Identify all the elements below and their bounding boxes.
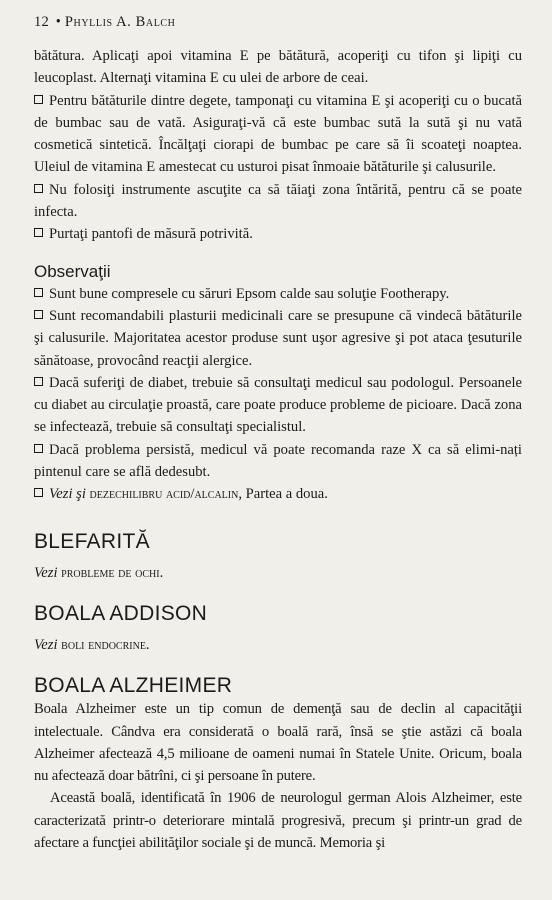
checkbox-bullet-icon [34, 288, 43, 297]
body-text [34, 45, 522, 854]
page-number: 12 [34, 14, 49, 30]
checkbox-bullet-icon [34, 310, 43, 319]
list-item: Nu folosiţi instrumente ascuţite ca să tăiaţi zona întărită, pentru că se poate infecta. [34, 181, 522, 221]
checkbox-bullet-icon [34, 184, 43, 193]
list-item: Dacă suferiţi de diabet, trebuie să consultaţi medicul sau podologul. Persoanele cu diabet au circulaţie proastă, care poate produce probleme de picioare. Dacă zona se infectează, trebuie să consultaţi specialistul. [34, 374, 522, 436]
header-bullet: • [55, 14, 62, 30]
list-item: Sunt bune compresele cu săruri Epsom calde sau soluţie Footherapy. [34, 283, 522, 305]
paragraph-continuation: bătătura. Aplicaţi apoi vitamina E pe bătătură, acoperiţi cu tifon şi lipiţi cu leucoplast. Alternaţi vitamina E cu ulei de arbore de ceai. [34, 48, 522, 87]
checkbox-bullet-icon [34, 228, 43, 237]
cross-reference: dezechilibru acid/alcalin [89, 486, 239, 503]
list-item: Pentru bătăturile dintre degete, tamponaţi cu vitamina E şi acoperiţi cu o bucată de bumbac sau de vată. Asiguraţi-vă că este bumbac sută la sută şi nu vată cosmetică sintetică. Încălţaţi ciorapi de bumbac pe care să îi scoateţi noaptea. Uleiul de vitamina E amestecat cu usturoi pisat înmoaie bătăturile şi calusurile. [34, 92, 522, 176]
paragraph: Această boală, identificată în 1906 de neurologul german Alois Alzheimer, este caracterizată printr-o deteriorare mintală progresivă, precum şi printr-un grad de afectare a funcţiei abilităţilor sociale şi de muncă. Memoria şi [34, 790, 522, 852]
entry-heading-alzheimer: BOALA ALZHEIMER [34, 674, 233, 698]
list-item: Purtaţi pantofi de măsură potrivită. [34, 223, 522, 245]
checkbox-bullet-icon [34, 95, 43, 104]
paragraph: Boala Alzheimer este un tip comun de demenţă sau de declin al capacităţii intelectuale. Cândva era considerată o boală rară, însă se ştie astăzi că boala Alzheimer afectează 4,5 milioane de oameni numai în Statele Unite. Oricum, boala nu afectează doar bătrîni, ci şi persoane în putere. [34, 701, 522, 785]
checkbox-bullet-icon [34, 377, 43, 386]
see-also-line: Vezi boli endocrine. [34, 636, 150, 653]
author-name: Phyllis A. Balch [64, 14, 176, 30]
list-item: Sunt recomandabili plasturii medicinali care se presupune că vindecă bătăturile şi calusurile. Majoritatea acestor produse sunt uşor agresive şi pot ataca ţesuturile sănătoase, provocând reacţii alergice. [34, 307, 522, 369]
checkbox-bullet-icon [34, 444, 43, 453]
see-also-line: Vezi probleme de ochi. [34, 564, 164, 581]
checkbox-bullet-icon [34, 488, 43, 497]
list-item: Dacă problema persistă, medicul vă poate recomanda raze X ca să elimi-nați pintenul care se află dedesubt. [34, 441, 522, 481]
cross-reference: probleme de ochi. [61, 564, 164, 581]
running-header [34, 14, 176, 31]
section-subheading: Observaţii [34, 261, 111, 281]
list-item: Vezi şi dezechilibru acid/alcalin, Partea a doua. [34, 483, 522, 505]
entry-heading-addison: BOALA ADDISON [34, 601, 208, 625]
entry-heading-blefarita: BLEFARITĂ [34, 529, 150, 553]
cross-reference: boli endocrine. [61, 636, 150, 653]
